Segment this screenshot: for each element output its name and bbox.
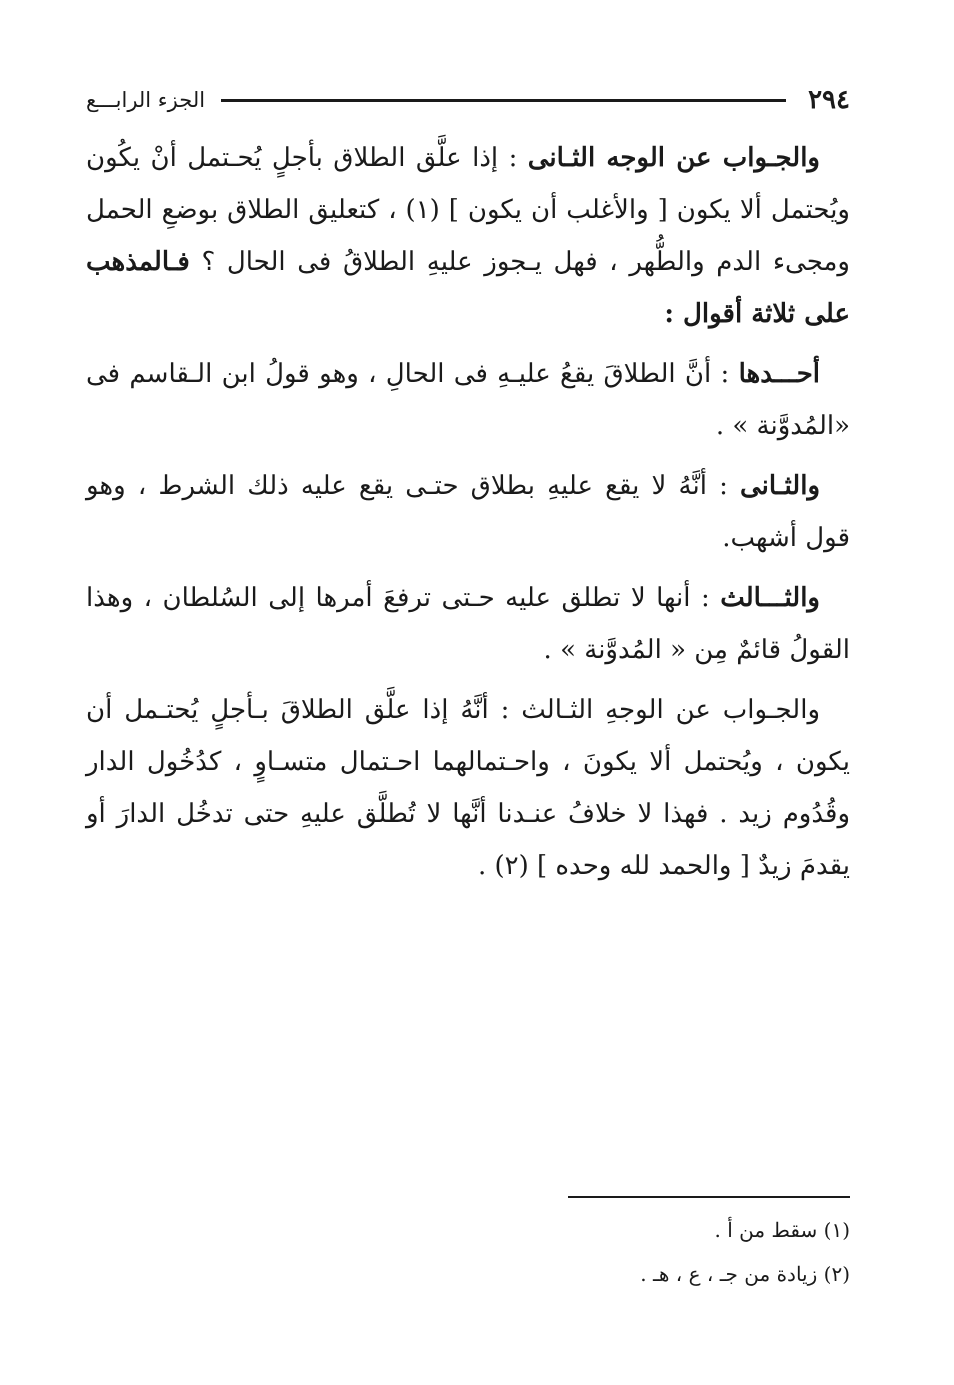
paragraph-text: : أنها لا تطلق عليه حـتى ترفعَ أمرها إلى السُلطان ، وهذا القولُ قائمٌ مِن « المُدوَّنة » . — [86, 583, 850, 665]
paragraph-lead: والثـــالث — [720, 583, 820, 613]
paragraph-1 — [86, 132, 850, 340]
paragraph-text: والجـواب عن الوجهِ الثـالث : أنَّهُ إذا علَّق الطلاقَ بـأجلٍ يُحتـمل أن يكون ، ويُحتمل ألا يكونَ ، واحـتمالهما احـتمال متسـاوٍ ، كدُخُول الدار وقُدُوم زيد . فهذا لا خلافُ عنـدنا أنَّها لا تُطلَّق عليهِ حتى تدخُل الدارَ أو يقدمَ زيدٌ [ والحمد لله وحده ] (٢) . — [86, 695, 850, 881]
footnote-1: (١) سقط من أ . — [714, 1218, 850, 1242]
header-rule — [221, 99, 786, 102]
page-number: ٢٩٤ — [808, 85, 850, 115]
paragraph-lead: والجـواب عن الوجه الثـانى — [527, 143, 820, 173]
paragraph-tail: فـالمذهب على ثلاثة أقوال : — [86, 247, 850, 329]
paragraph-5 — [86, 684, 850, 892]
body-text — [86, 132, 850, 900]
paragraph-4 — [86, 572, 850, 676]
running-title: الجزء الرابـــع — [86, 88, 206, 112]
paragraph-text: : إذا علَّق الطلاق بأجلٍ يُحـتمل أنْ يكُون ويُحتمل ألا يكون [ والأغلب أن يكون ] (١) ، كتعليق الطلاق بوضعِ الحمل ومجىء الدم والطُّهر ، فهل يـجوز عليهِ الطلاقُ فى الحال ؟ — [86, 143, 850, 277]
footnotes — [86, 1208, 850, 1296]
paragraph-text: : أنَّ الطلاقَ يقعُ عليـهِ فى الحالِ ، وهو قولُ ابن الـقاسم فى «المُدوَّنة » . — [86, 359, 850, 441]
paragraph-lead: أحـــدها — [738, 359, 820, 389]
footnote-rule — [568, 1196, 850, 1198]
footnote-2: (٢) زيادة من جـ ، ع ، هـ . — [640, 1262, 850, 1286]
page-header — [86, 82, 850, 118]
paragraph-lead: والثـانى — [740, 471, 820, 501]
paragraph-text: : أنَّهُ لا يقع عليهِ بطلاق حتـى يقع عليه ذلك الشرط ، وهو قول أشهب. — [86, 471, 850, 553]
paragraph-2 — [86, 348, 850, 452]
paragraph-3 — [86, 460, 850, 564]
